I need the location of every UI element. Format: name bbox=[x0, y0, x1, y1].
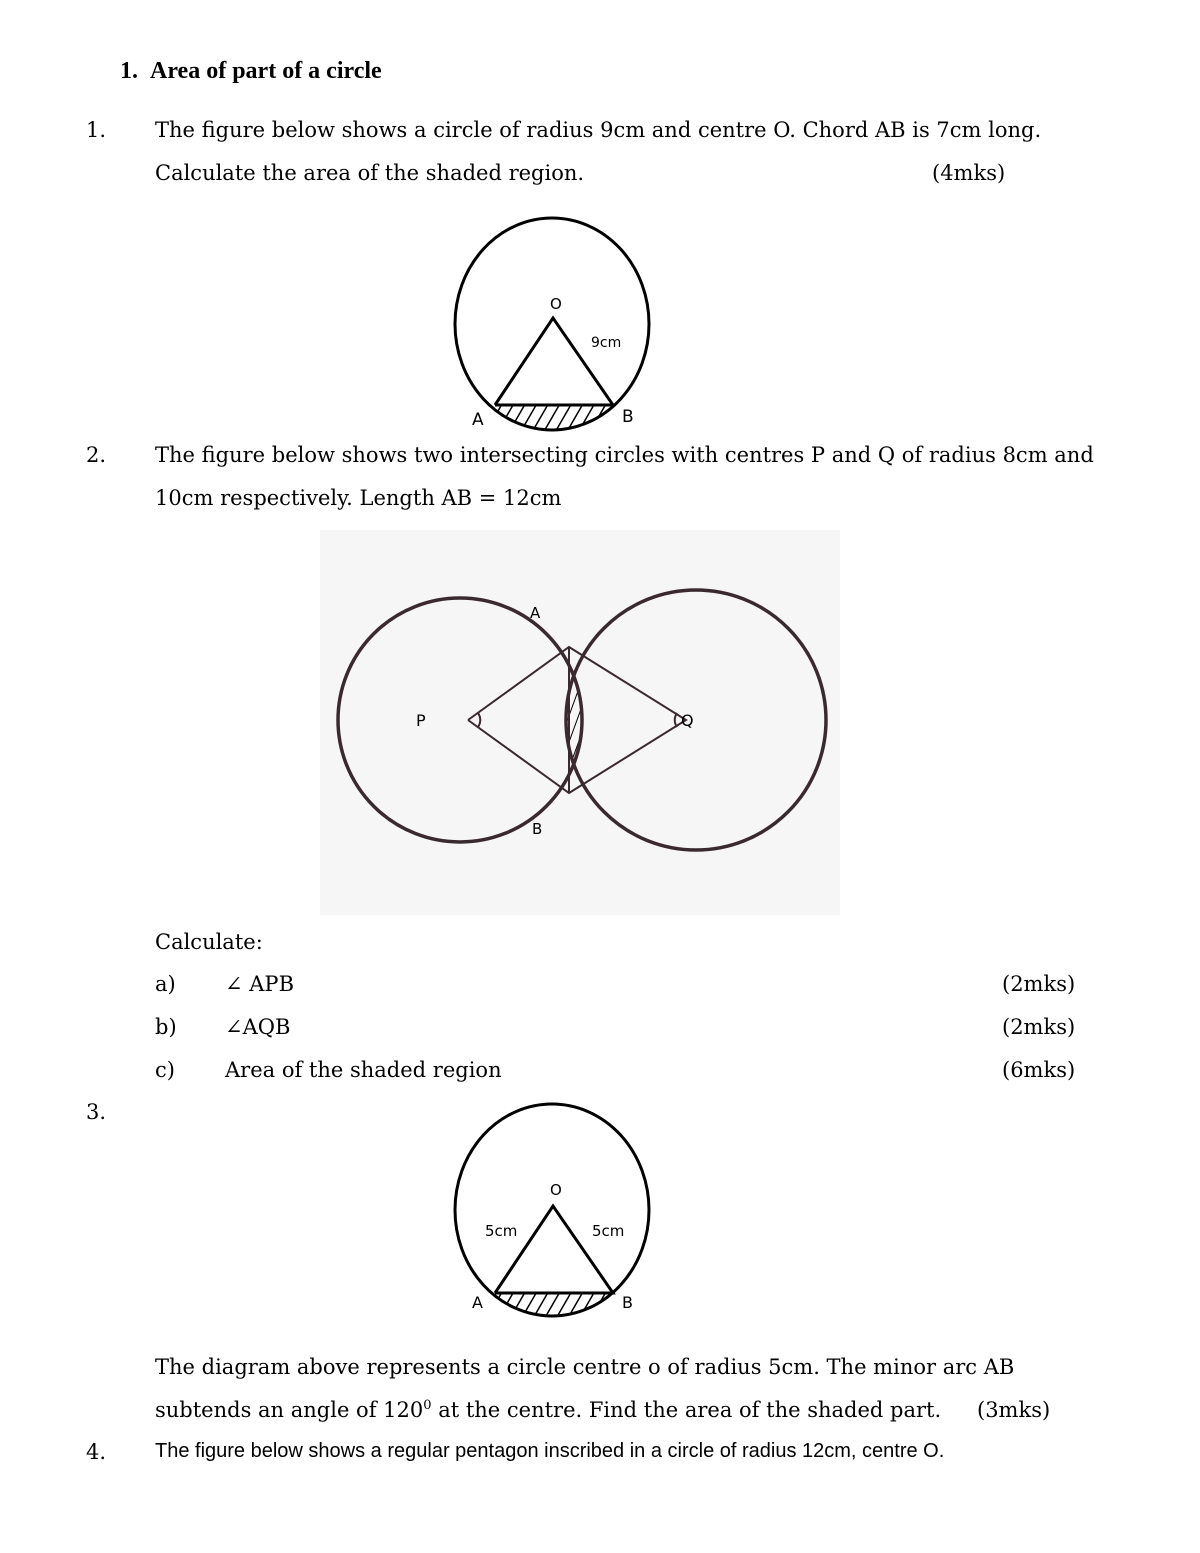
shaded-segment bbox=[495, 1293, 615, 1333]
label-left-radius: 5cm bbox=[485, 1222, 518, 1240]
radii-and-chord bbox=[495, 318, 613, 405]
label-b: B bbox=[532, 820, 543, 838]
label-q: Q bbox=[681, 711, 694, 730]
calculate-label: Calculate: bbox=[155, 930, 263, 954]
question-1-line-1: The figure below shows a circle of radius 9cm and centre O. Chord AB is 7cm long. bbox=[155, 118, 1042, 142]
question-1-line-2: Calculate the area of the shaded region. bbox=[155, 161, 585, 185]
label-a: A bbox=[472, 410, 484, 430]
part-b-marks: (2mks) bbox=[1002, 1015, 1076, 1039]
circle bbox=[455, 218, 649, 430]
part-a-text: ∠ APB bbox=[225, 972, 294, 996]
part-a-letter: a) bbox=[155, 972, 176, 996]
label-o: O bbox=[550, 295, 562, 313]
radii-and-chord bbox=[495, 1206, 613, 1293]
label-right-radius: 5cm bbox=[592, 1222, 625, 1240]
label-b: B bbox=[622, 407, 634, 427]
shaded-segment bbox=[495, 405, 615, 445]
question-3-number: 3. bbox=[86, 1100, 107, 1124]
degree-superscript: 0 bbox=[423, 1398, 432, 1413]
question-2-number: 2. bbox=[86, 443, 107, 467]
question-1-number: 1. bbox=[86, 118, 107, 142]
question-3-line-1: The diagram above represents a circle centre o of radius 5cm. The minor arc AB bbox=[155, 1355, 1015, 1379]
question-4-line-1: The figure below shows a regular pentagon inscribed in a circle of radius 12cm, centre O. bbox=[155, 1440, 945, 1462]
question-4-number: 4. bbox=[86, 1440, 107, 1464]
label-b: B bbox=[622, 1293, 633, 1312]
part-b-letter: b) bbox=[155, 1015, 177, 1039]
question-2-figure bbox=[320, 530, 840, 915]
section-title: Area of part of a circle bbox=[150, 58, 382, 84]
question-3-line-2-end: at the centre. Find the area of the shaded part. bbox=[431, 1398, 942, 1422]
section-number: 1. bbox=[120, 58, 138, 84]
label-o: O bbox=[550, 1181, 562, 1199]
part-b-text: ∠AQB bbox=[225, 1015, 291, 1039]
question-3-line-2 bbox=[155, 1398, 941, 1422]
section-heading bbox=[120, 58, 382, 85]
part-c-letter: c) bbox=[155, 1058, 175, 1082]
part-a-marks: (2mks) bbox=[1002, 972, 1076, 996]
label-a: A bbox=[472, 1293, 483, 1312]
label-a: A bbox=[530, 604, 541, 622]
question-1-figure bbox=[440, 210, 670, 440]
question-1-marks: (4mks) bbox=[932, 161, 1006, 185]
label-p: P bbox=[416, 711, 426, 730]
question-2-line-1: The figure below shows two intersecting circles with centres P and Q of radius 8cm and bbox=[155, 443, 1094, 467]
part-c-text: Area of the shaded region bbox=[225, 1058, 502, 1082]
question-3-figure bbox=[440, 1098, 670, 1328]
label-radius: 9cm bbox=[591, 335, 622, 351]
question-2-line-2: 10cm respectively. Length AB = 12cm bbox=[155, 486, 562, 510]
question-3-line-2-start: subtends an angle of 120 bbox=[155, 1398, 424, 1422]
question-3-marks: (3mks) bbox=[977, 1398, 1051, 1422]
part-c-marks: (6mks) bbox=[1002, 1058, 1076, 1082]
